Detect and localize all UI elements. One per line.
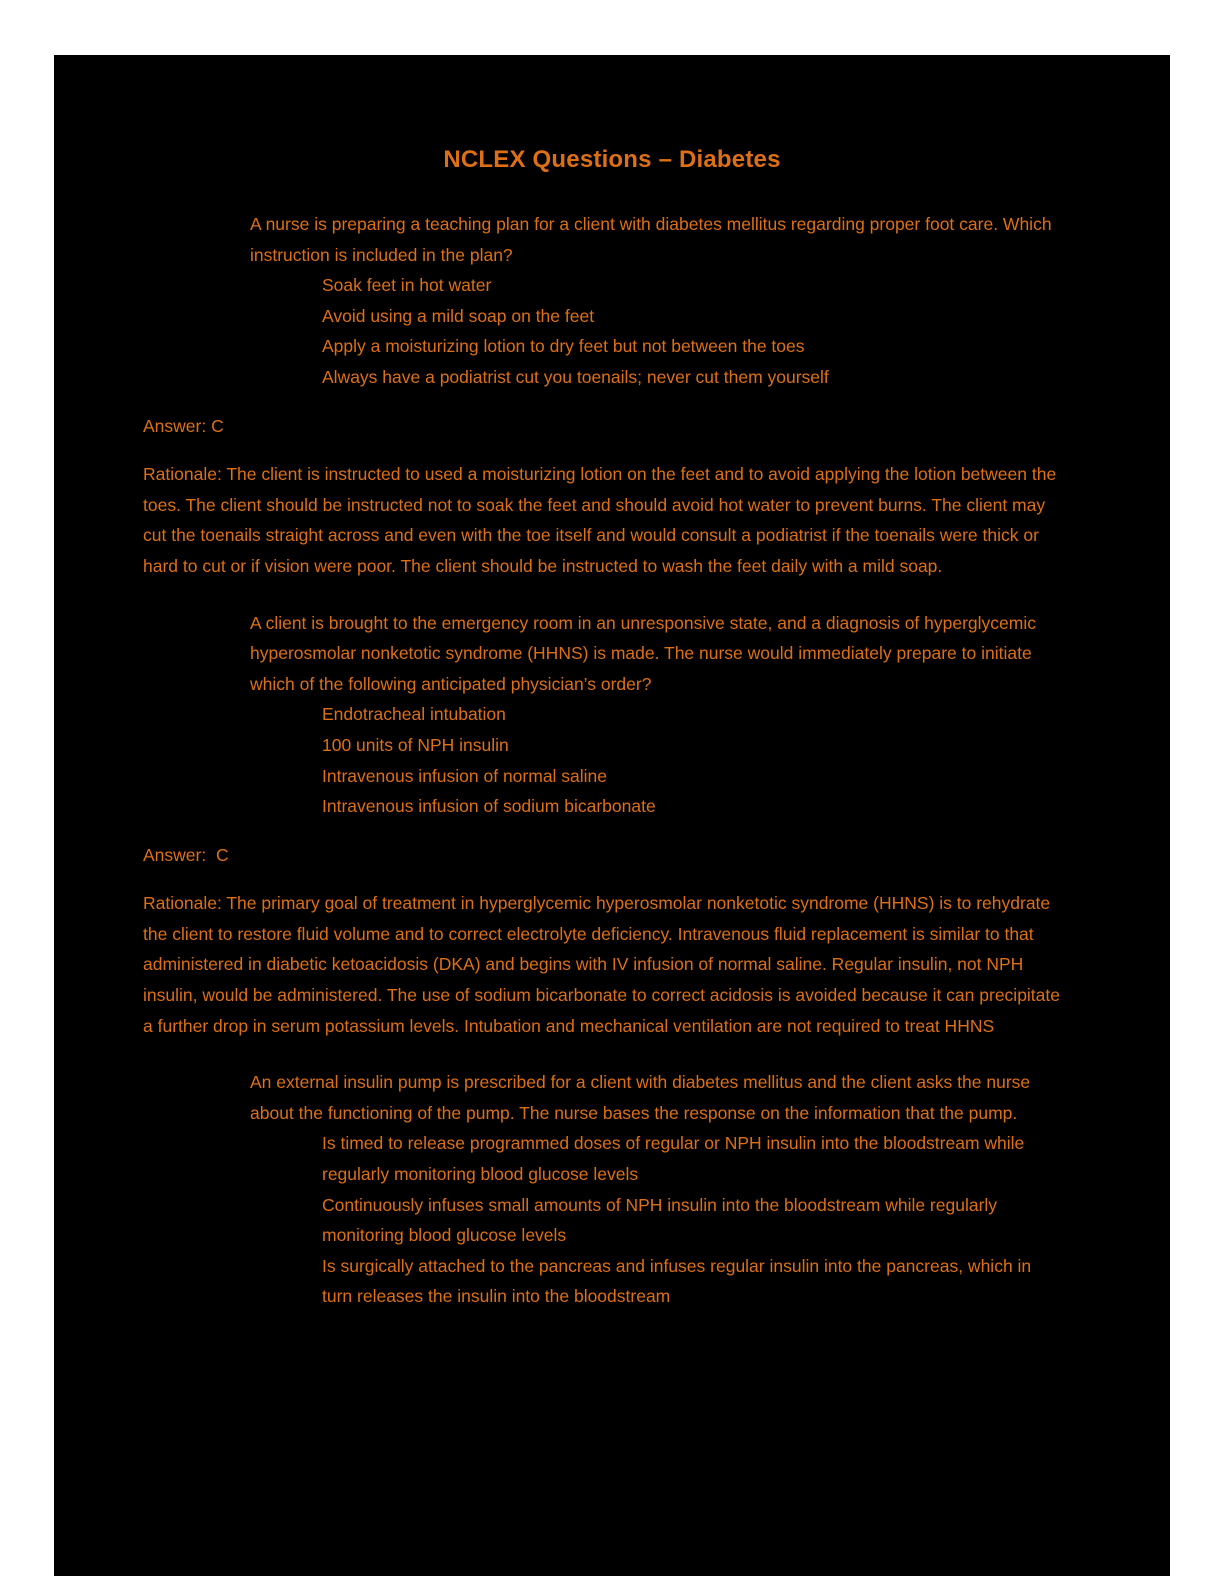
question-option: Endotracheal intubation bbox=[322, 704, 506, 725]
question-text: A nurse is preparing a teaching plan for a client with diabetes mellitus regarding proper foot care. Which instruction is included in the plan? bbox=[250, 214, 1052, 265]
rationale-text: Rationale: The client is instructed to used a moisturizing lotion on the feet and to avoid applying the lotion between the toes. The client should be instructed not to soak the feet and should avoid hot water to prevent burns. The client may cut the toenails straight across and even with the toe itself and would consult a podiatrist if the toenails were thick or hard to cut or if vision were poor. The client should be instructed to wash the feet daily with a mild soap. bbox=[143, 464, 1057, 576]
question-block-2 bbox=[54, 608, 1170, 1042]
page-title: NCLEX Questions – Diabetes bbox=[443, 146, 781, 173]
question-text: An external insulin pump is prescribed for a client with diabetes mellitus and the client asks the nurse about the functioning of the pump. The nurse bases the response on the information that the pump. bbox=[250, 1072, 1031, 1123]
question-option: 100 units of NPH insulin bbox=[322, 734, 509, 755]
answer-label: Answer: C bbox=[143, 844, 229, 865]
rationale-text: Rationale: The primary goal of treatment in hyperglycemic hyperosmolar nonketotic syndrome (HHNS) is to rehydrate the client to restore fluid volume and to correct electrolyte deficiency. Intravenous fluid replacement is similar to that administered in diabetic ketoacidosis (DKA) and begins with IV infusion of normal saline. Regular insulin, not NPH insulin, would be administered. The use of sodium bicarbonate to correct acidosis is avoided because it can precipitate a further drop in serum potassium levels. Intubation and mechanical ventilation are not required to treat HHNS bbox=[143, 893, 1060, 1036]
question-block-3 bbox=[54, 1067, 1170, 1312]
question-option: Apply a moisturizing lotion to dry feet but not between the toes bbox=[322, 336, 805, 357]
question-text: A client is brought to the emergency room in an unresponsive state, and a diagnosis of hyperglycemic hyperosmolar nonketotic syndrome (HHNS) is made. The nurse would immediately prepare to initiate which of the following anticipated physician’s order? bbox=[250, 612, 1036, 694]
question-option: Intravenous infusion of sodium bicarbonate bbox=[322, 796, 656, 817]
question-block-1 bbox=[54, 209, 1170, 582]
question-option: Avoid using a mild soap on the feet bbox=[322, 305, 595, 326]
document-page bbox=[54, 55, 1170, 1576]
answer-label: Answer: C bbox=[143, 415, 224, 436]
question-option: Soak feet in hot water bbox=[322, 275, 492, 296]
question-option: Is timed to release programmed doses of regular or NPH insulin into the bloodstream while regularly monitoring blood glucose levels bbox=[322, 1133, 1025, 1185]
question-option: Always have a podiatrist cut you toenails; never cut them yourself bbox=[322, 366, 829, 387]
question-option: Intravenous infusion of normal saline bbox=[322, 765, 608, 786]
question-option: Is surgically attached to the pancreas and infuses regular insulin into the pancreas, which in turn releases the insulin into the bloodstream bbox=[322, 1255, 1032, 1307]
question-option: Continuously infuses small amounts of NPH insulin into the bloodstream while regularly monitoring blood glucose levels bbox=[322, 1194, 998, 1246]
